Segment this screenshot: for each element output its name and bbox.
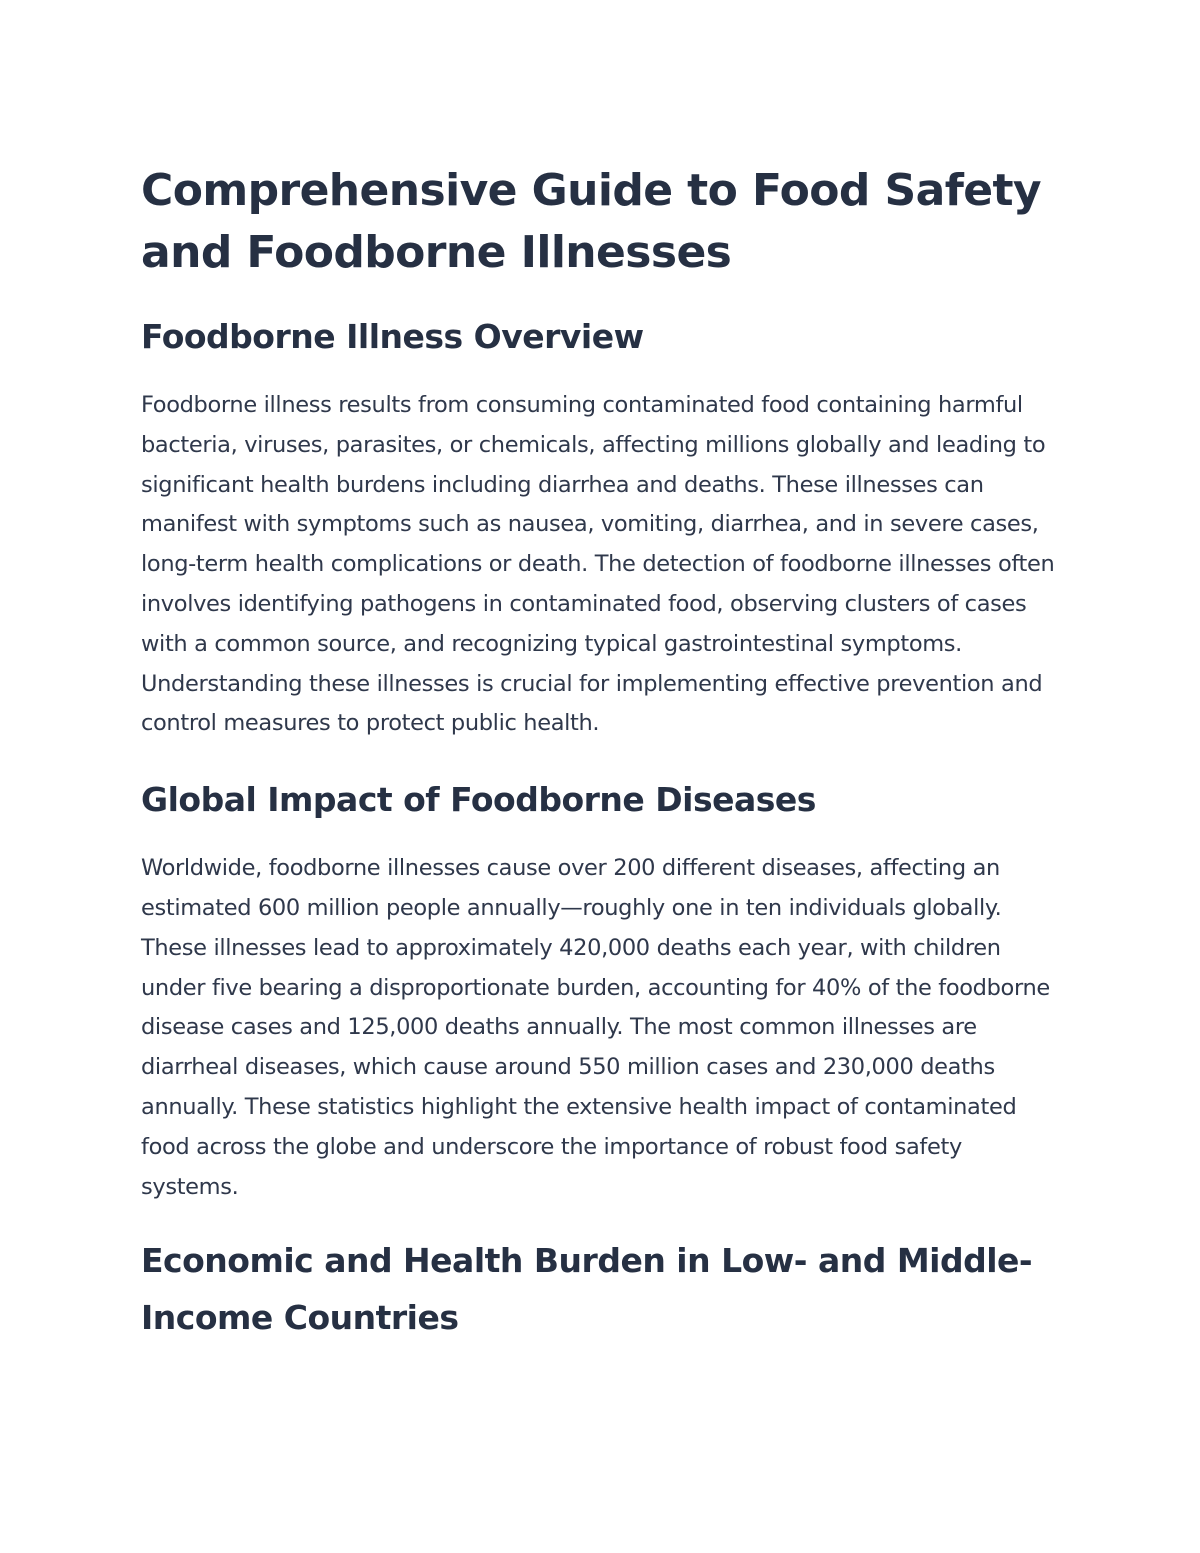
- section-heading-overview: Foodborne Illness Overview: [141, 317, 644, 356]
- section-body-overview: Foodborne illness results from consuming contaminated food containing harmful bacteria, viruses, parasites, or chemicals, affecting millions globally and leading to significant health burdens including diarrhea and deaths. These illnesses can manifest with symptoms such as nausea, vomiting, diarrhea, and in severe cases, long-term health complications or death. The detection of foodborne illnesses often involves identifying pathogens in contaminated food, observing clusters of cases with a common source, and recognizing typical gastrointestinal symptoms. Understanding these illnesses is crucial for implementing effective prevention and control measures to protect public health.: [141, 392, 1055, 737]
- document-title: Comprehensive Guide to Food Safety and Foodborne Illnesses: [141, 165, 1041, 278]
- section-heading-global-impact: Global Impact of Foodborne Diseases: [141, 780, 816, 820]
- section-heading-economic-burden: Economic and Health Burden in Low- and Middle-Income Countries: [141, 1241, 1033, 1338]
- document-page: [141, 160, 1061, 1346]
- section-body-global-impact: Worldwide, foodborne illnesses cause over 200 different diseases, affecting an estimated 600 million people annually—roughly one in ten individuals globally. These illnesses lead to approximately 420,000 deaths each year, with children under five bearing a disproportionate burden, accounting for 40% of the foodborne disease cases and 125,000 deaths annually. The most common illnesses are diarrheal diseases, which cause around 550 million cases and 230,000 deaths annually. These statistics highlight the extensive health impact of contaminated food across the globe and underscore the importance of robust food safety systems.: [141, 855, 1050, 1200]
